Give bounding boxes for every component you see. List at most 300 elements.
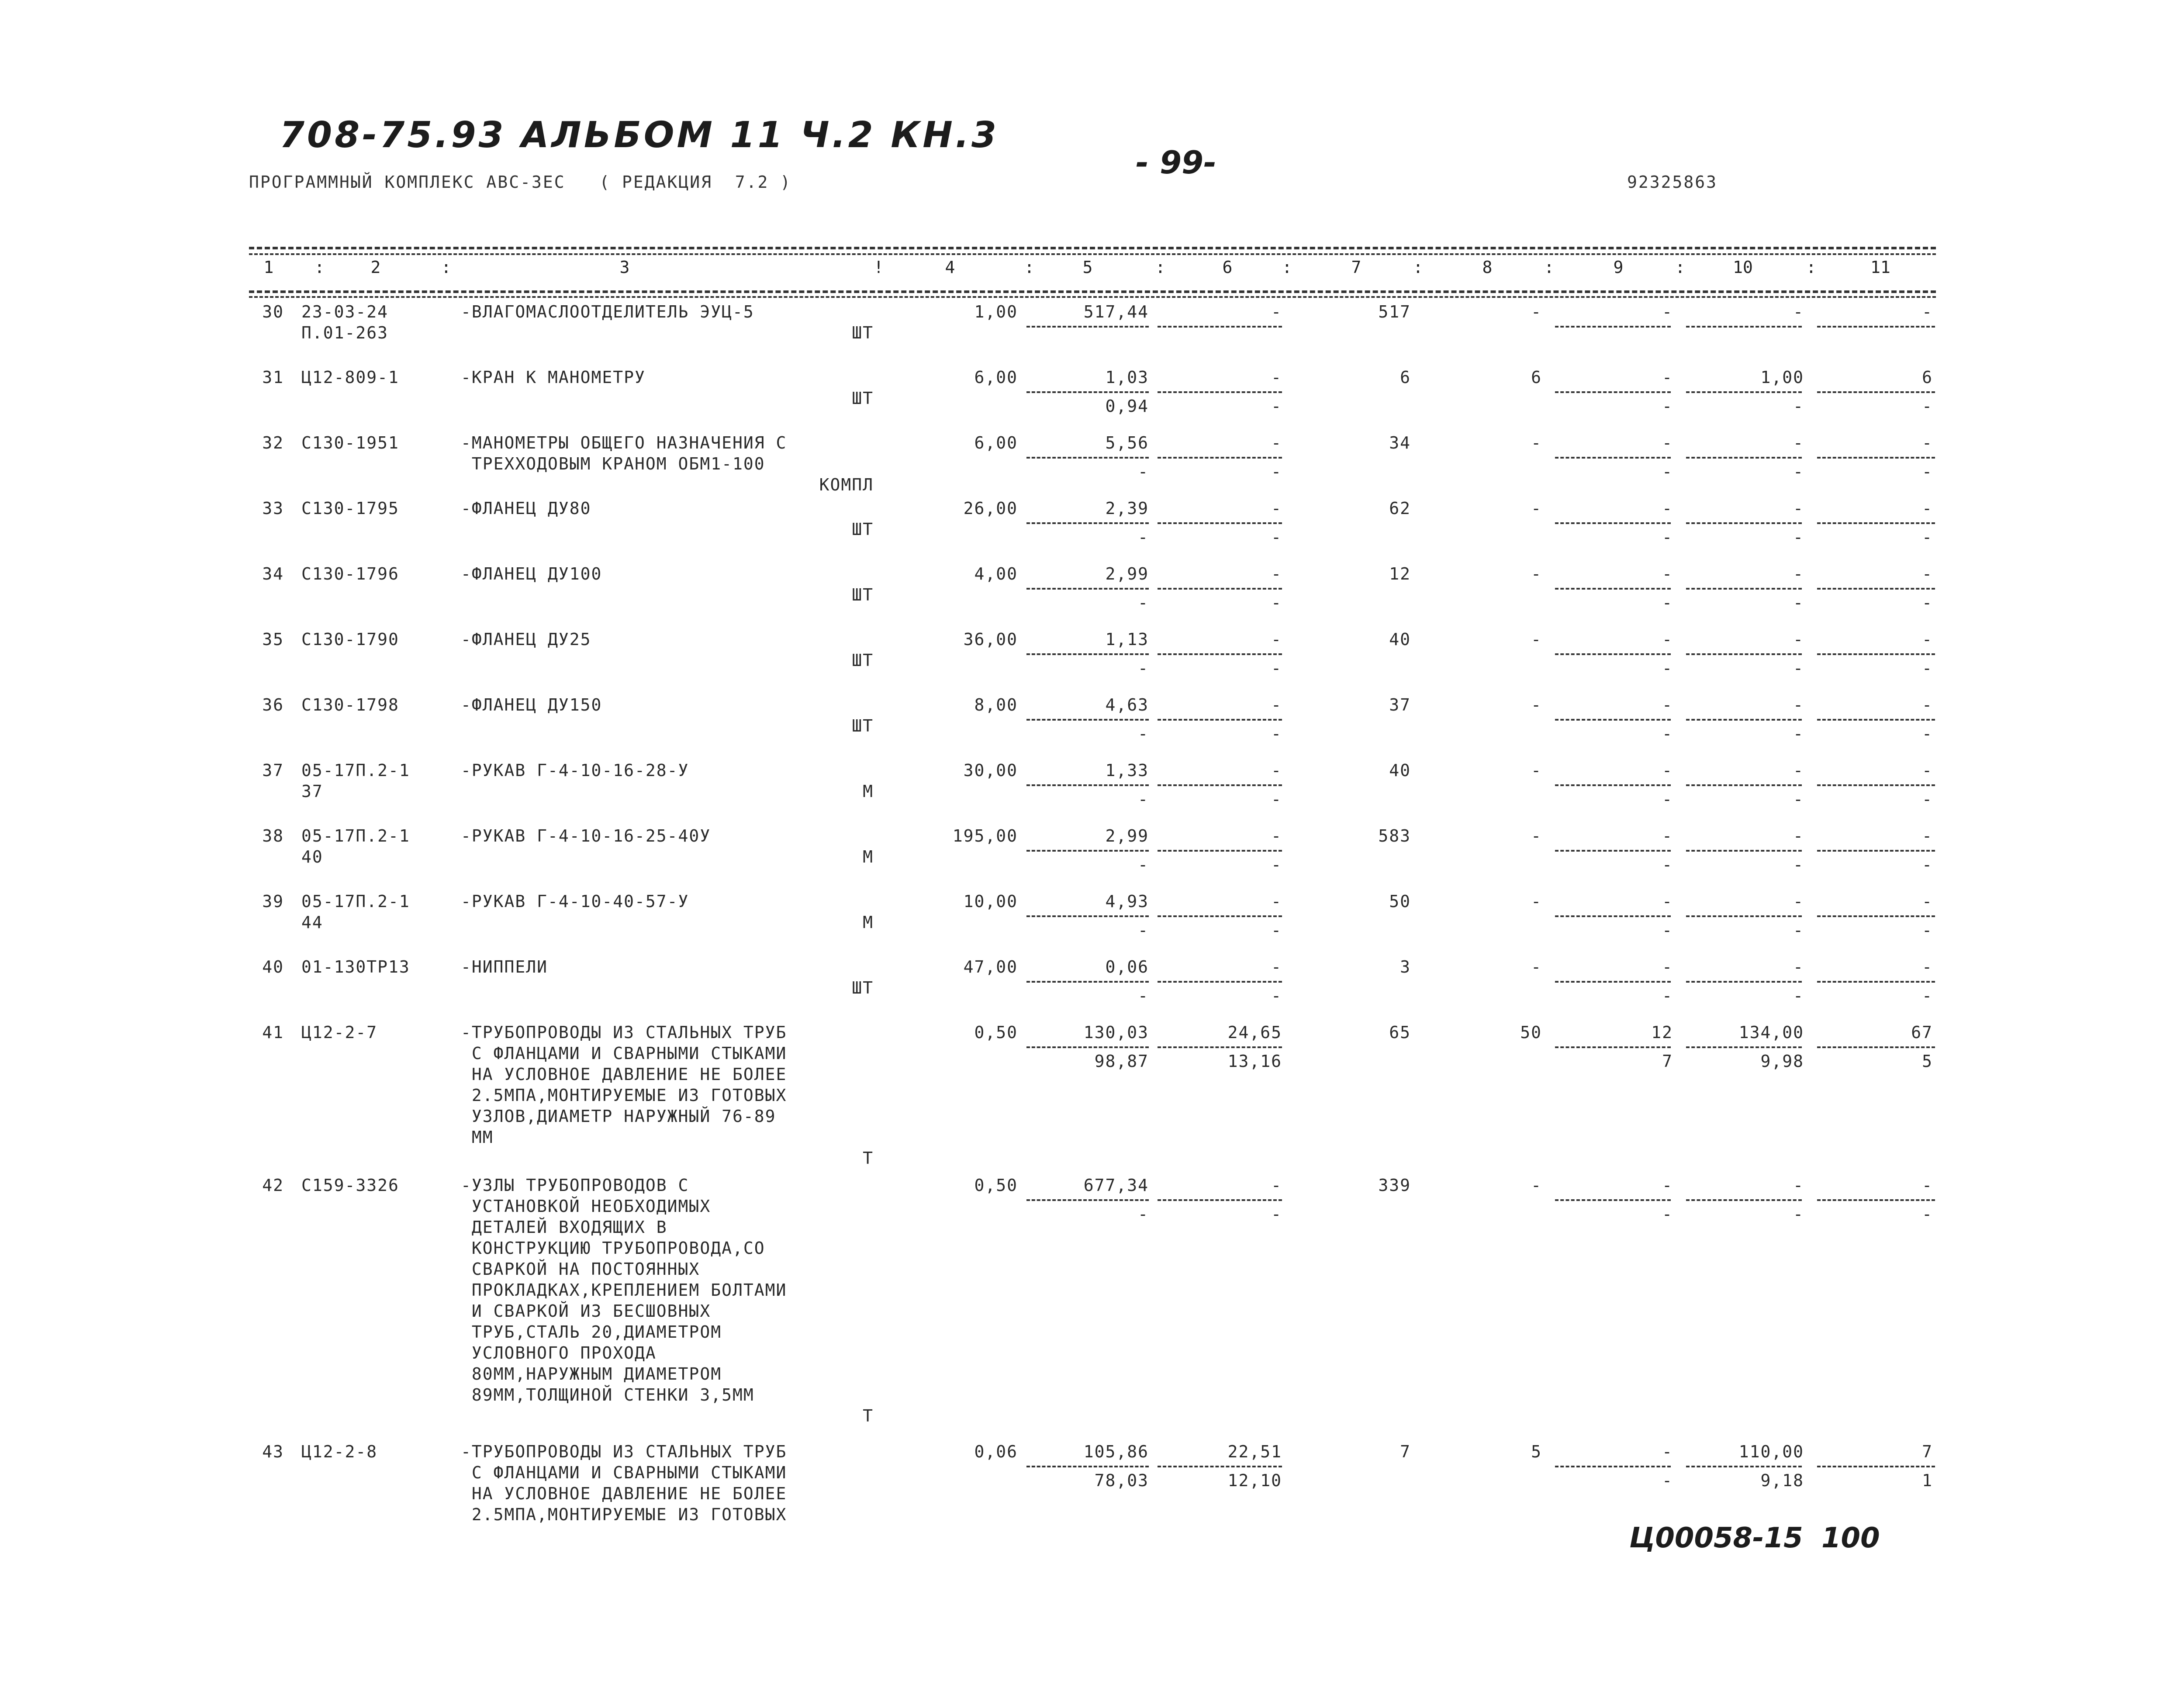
separator-dashes: [1817, 915, 1935, 917]
cell-col11-bottom: -: [1922, 724, 1933, 743]
row-number: 37: [262, 761, 284, 780]
cell-col11-bottom: -: [1922, 921, 1933, 940]
separator-dashes: [1817, 719, 1935, 721]
separator-dashes: [1555, 719, 1671, 721]
separator-dashes: [1686, 1199, 1802, 1201]
separator-dashes: [1026, 915, 1149, 917]
separator-dashes: [1686, 653, 1802, 655]
cell-col10-top: 1,00: [1760, 368, 1804, 387]
cell-col6-top: -: [1271, 630, 1282, 649]
cell-col10-top: -: [1793, 957, 1804, 977]
cell-col8: -: [1531, 499, 1542, 518]
column-header-6: 6: [1222, 258, 1233, 277]
cell-col5-bottom: -: [1138, 659, 1149, 678]
row-number: 41: [262, 1023, 284, 1042]
row-code: С130-1796: [301, 564, 399, 583]
row-number: 30: [262, 302, 284, 321]
separator-dashes: [1026, 1466, 1149, 1467]
row-code: С159-3326: [301, 1176, 399, 1195]
cell-col7: 7: [1400, 1442, 1411, 1461]
separator-dashes: [1158, 653, 1282, 655]
column-separator: :: [1413, 258, 1423, 277]
cell-col11-bottom: 1: [1922, 1471, 1933, 1490]
cell-col7: 3: [1400, 957, 1411, 977]
cell-col4: 47,00: [963, 957, 1018, 977]
separator-dashes: [1686, 719, 1802, 721]
cell-col5-top: 4,93: [1105, 892, 1149, 911]
header-rule-bottom: [249, 290, 1936, 293]
cell-col10-top: -: [1793, 761, 1804, 780]
table-row: [0, 629, 2184, 694]
separator-dashes: [1026, 719, 1149, 721]
cell-col6-bottom: -: [1271, 528, 1282, 547]
cell-col11-top: -: [1922, 302, 1933, 321]
separator-dashes: [1026, 981, 1149, 983]
separator-dashes: [1817, 326, 1935, 328]
program-line: ПРОГРАММНЫЙ КОМПЛЕКС АВС-3ЕС ( РЕДАКЦИЯ 7.2 ): [249, 173, 792, 192]
row-number: 35: [262, 630, 284, 649]
separator-dashes: [1686, 981, 1802, 983]
cell-col6-bottom: -: [1271, 397, 1282, 416]
table-row: [0, 956, 2184, 1022]
row-number: 42: [262, 1176, 284, 1195]
row-name: -ТРУБОПРОВОДЫ ИЗ СТАЛЬНЫХ ТРУБ С ФЛАНЦАМИ И СВАРНЫМИ СТЫКАМИ НА УСЛОВНОЕ ДАВЛЕНИЕ НЕ БОЛЕЕ 2.5МПА,МОНТИРУЕМЫЕ ИЗ ГОТОВЫХ УЗЛОВ,ДИАМЕТР НАРУЖНЫЙ 76-89 ММ: [461, 1023, 787, 1147]
cell-col6-top: -: [1271, 302, 1282, 321]
row-unit: ШТ: [852, 520, 874, 539]
cell-col11-top: 67: [1911, 1023, 1933, 1042]
cell-col9-top: -: [1662, 892, 1673, 911]
cell-col11-top: -: [1922, 1176, 1933, 1195]
cell-col9-bottom: -: [1662, 462, 1673, 481]
row-code: 05-17П.2-1 44: [301, 892, 410, 932]
header-rule-bottom-2: [249, 296, 1936, 298]
cell-col6-top: -: [1271, 564, 1282, 583]
cell-col8: -: [1531, 761, 1542, 780]
cell-col11-bottom: -: [1922, 462, 1933, 481]
cell-col4: 0,50: [974, 1176, 1018, 1195]
cell-col10-bottom: -: [1793, 1204, 1804, 1224]
column-header-9: 9: [1613, 258, 1624, 277]
cell-col8: -: [1531, 957, 1542, 977]
cell-col9-top: 12: [1651, 1023, 1673, 1042]
cell-col8: -: [1531, 433, 1542, 452]
cell-col5-top: 1,13: [1105, 630, 1149, 649]
cell-col10-top: -: [1793, 302, 1804, 321]
row-code: Ц12-2-8: [301, 1442, 378, 1461]
separator-dashes: [1026, 850, 1149, 852]
separator-dashes: [1555, 1199, 1671, 1201]
doc-number: 92325863: [1627, 173, 1718, 192]
page-number: - 99-: [1136, 144, 1217, 181]
separator-dashes: [1026, 457, 1149, 459]
cell-col4: 36,00: [963, 630, 1018, 649]
row-name: -ФЛАНЕЦ ДУ80: [461, 499, 591, 518]
cell-col10-bottom: -: [1793, 986, 1804, 1005]
row-number: 38: [262, 826, 284, 846]
separator-dashes: [1555, 784, 1671, 786]
separator-dashes: [1686, 1046, 1802, 1048]
separator-dashes: [1026, 588, 1149, 590]
cell-col8: 5: [1531, 1442, 1542, 1461]
row-name: -РУКАВ Г-4-10-16-28-У: [461, 761, 689, 780]
cell-col7: 40: [1389, 630, 1411, 649]
row-code: Ц12-2-7: [301, 1023, 378, 1042]
table-row: [0, 1022, 2184, 1175]
cell-col9-top: -: [1662, 499, 1673, 518]
cell-col10-top: -: [1793, 892, 1804, 911]
column-separator: :: [1155, 258, 1165, 277]
cell-col10-top: -: [1793, 499, 1804, 518]
separator-dashes: [1158, 981, 1282, 983]
cell-col9-top: -: [1662, 826, 1673, 846]
cell-col7: 40: [1389, 761, 1411, 780]
separator-dashes: [1555, 850, 1671, 852]
separator-dashes: [1817, 981, 1935, 983]
separator-dashes: [1555, 326, 1671, 328]
cell-col9-top: -: [1662, 630, 1673, 649]
cell-col4: 0,06: [974, 1442, 1018, 1461]
cell-col4: 1,00: [974, 302, 1018, 321]
row-number: 32: [262, 433, 284, 452]
separator-dashes: [1026, 326, 1149, 328]
cell-col7: 517: [1378, 302, 1411, 321]
separator-dashes: [1817, 784, 1935, 786]
cell-col9-bottom: -: [1662, 790, 1673, 809]
cell-col9-bottom: 7: [1662, 1052, 1673, 1071]
cell-col6-top: -: [1271, 761, 1282, 780]
row-number: 31: [262, 368, 284, 387]
column-separator: :: [441, 258, 451, 277]
separator-dashes: [1158, 719, 1282, 721]
cell-col5-bottom: -: [1138, 855, 1149, 874]
cell-col6-top: -: [1271, 368, 1282, 387]
cell-col5-top: 0,06: [1105, 957, 1149, 977]
separator-dashes: [1026, 1199, 1149, 1201]
separator-dashes: [1158, 1199, 1282, 1201]
row-number: 36: [262, 695, 284, 714]
separator-dashes: [1026, 784, 1149, 786]
separator-dashes: [1686, 1466, 1802, 1467]
cell-col6-top: -: [1271, 957, 1282, 977]
cell-col11-top: 6: [1922, 368, 1933, 387]
cell-col6-top: 24,65: [1227, 1023, 1282, 1042]
cell-col9-bottom: -: [1662, 659, 1673, 678]
cell-col11-bottom: 5: [1922, 1052, 1933, 1071]
cell-col4: 8,00: [974, 695, 1018, 714]
cell-col9-top: -: [1662, 433, 1673, 452]
row-name: -ФЛАНЕЦ ДУ100: [461, 564, 602, 583]
cell-col11-top: 7: [1922, 1442, 1933, 1461]
cell-col8: -: [1531, 695, 1542, 714]
cell-col5-top: 4,63: [1105, 695, 1149, 714]
cell-col7: 12: [1389, 564, 1411, 583]
row-unit: М: [863, 913, 874, 932]
table-row: [0, 760, 2184, 825]
separator-dashes: [1026, 1046, 1149, 1048]
row-code: 05-17П.2-1 37: [301, 761, 410, 801]
row-number: 40: [262, 957, 284, 977]
separator-dashes: [1817, 522, 1935, 524]
row-name: -ТРУБОПРОВОДЫ ИЗ СТАЛЬНЫХ ТРУБ С ФЛАНЦАМИ И СВАРНЫМИ СТЫКАМИ НА УСЛОВНОЕ ДАВЛЕНИЕ НЕ БОЛЕЕ 2.5МПА,МОНТИРУЕМЫЕ ИЗ ГОТОВЫХ: [461, 1442, 787, 1524]
cell-col7: 50: [1389, 892, 1411, 911]
cell-col7: 37: [1389, 695, 1411, 714]
separator-dashes: [1158, 1466, 1282, 1467]
cell-col8: -: [1531, 564, 1542, 583]
row-unit: Т: [863, 1406, 874, 1425]
column-header-11: 11: [1870, 258, 1890, 277]
separator-dashes: [1817, 850, 1935, 852]
cell-col11-bottom: -: [1922, 659, 1933, 678]
cell-col8: -: [1531, 630, 1542, 649]
separator-dashes: [1555, 1466, 1671, 1467]
cell-col10-bottom: -: [1793, 724, 1804, 743]
cell-col7: 34: [1389, 433, 1411, 452]
cell-col11-top: -: [1922, 630, 1933, 649]
cell-col5-top: 1,33: [1105, 761, 1149, 780]
separator-dashes: [1817, 653, 1935, 655]
cell-col9-bottom: -: [1662, 1204, 1673, 1224]
cell-col9-top: -: [1662, 695, 1673, 714]
cell-col11-bottom: -: [1922, 1204, 1933, 1224]
row-name: -КРАН К МАНОМЕТРУ: [461, 368, 646, 387]
row-name: -ВЛАГОМАСЛООТДЕЛИТЕЛЬ ЭУЦ-5: [461, 302, 754, 321]
cell-col5-bottom: -: [1138, 1204, 1149, 1224]
cell-col10-bottom: 9,18: [1760, 1471, 1804, 1490]
separator-dashes: [1555, 588, 1671, 590]
cell-col4: 4,00: [974, 564, 1018, 583]
cell-col10-top: 134,00: [1738, 1023, 1804, 1042]
footer-page: 100: [1821, 1522, 1880, 1554]
cell-col6-bottom: 13,16: [1227, 1052, 1282, 1071]
cell-col5-bottom: -: [1138, 790, 1149, 809]
cell-col11-bottom: -: [1922, 528, 1933, 547]
cell-col11-top: -: [1922, 564, 1933, 583]
separator-dashes: [1686, 915, 1802, 917]
row-name: -МАНОМЕТРЫ ОБЩЕГО НАЗНАЧЕНИЯ С ТРЕХХОДОВЫМ КРАНОМ ОБМ1-100: [461, 433, 787, 473]
column-separator: :: [1806, 258, 1816, 277]
separator-dashes: [1686, 784, 1802, 786]
separator-dashes: [1555, 391, 1671, 393]
cell-col6-top: -: [1271, 1176, 1282, 1195]
cell-col6-bottom: -: [1271, 790, 1282, 809]
row-code: С130-1790: [301, 630, 399, 649]
cell-col10-bottom: -: [1793, 659, 1804, 678]
separator-dashes: [1026, 653, 1149, 655]
row-unit: М: [863, 847, 874, 866]
cell-col7: 339: [1378, 1176, 1411, 1195]
row-name: -УЗЛЫ ТРУБОПРОВОДОВ С УСТАНОВКОЙ НЕОБХОДИМЫХ ДЕТАЛЕЙ ВХОДЯЩИХ В КОНСТРУКЦИЮ ТРУБОПРОВОДА,СО СВАРКОЙ НА ПОСТОЯННЫХ ПРОКЛАДКАХ,КРЕПЛЕНИЕМ БОЛТАМИ И СВАРКОЙ ИЗ БЕСШОВНЫХ ТРУБ,СТАЛЬ 20,ДИАМЕТРОМ УСЛОВНОГО ПРОХОДА 80ММ,НАРУЖНЫМ ДИАМЕТРОМ 89ММ,ТОЛЩИНОЙ СТЕНКИ 3,5ММ: [461, 1176, 787, 1405]
cell-col9-bottom: -: [1662, 986, 1673, 1005]
cell-col5-top: 677,34: [1083, 1176, 1149, 1195]
cell-col6-top: -: [1271, 826, 1282, 846]
row-unit: ШТ: [852, 389, 874, 408]
table-row: [0, 1175, 2184, 1441]
row-number: 39: [262, 892, 284, 911]
cell-col4: 0,50: [974, 1023, 1018, 1042]
cell-col6-bottom: -: [1271, 1204, 1282, 1224]
header-rule-top-2: [249, 253, 1936, 255]
cell-col9-bottom: -: [1662, 855, 1673, 874]
row-code: С130-1798: [301, 695, 399, 714]
cell-col5-bottom: -: [1138, 462, 1149, 481]
cell-col6-bottom: 12,10: [1227, 1471, 1282, 1490]
separator-dashes: [1686, 457, 1802, 459]
cell-col5-bottom: 0,94: [1105, 397, 1149, 416]
cell-col8: 50: [1520, 1023, 1542, 1042]
cell-col5-top: 2,99: [1105, 564, 1149, 583]
column-separator: :: [1544, 258, 1554, 277]
cell-col10-bottom: -: [1793, 462, 1804, 481]
cell-col8: -: [1531, 826, 1542, 846]
table-row: [0, 367, 2184, 432]
separator-dashes: [1158, 784, 1282, 786]
separator-dashes: [1686, 522, 1802, 524]
cell-col6-bottom: -: [1271, 986, 1282, 1005]
separator-dashes: [1817, 457, 1935, 459]
cell-col7: 62: [1389, 499, 1411, 518]
cell-col8: 6: [1531, 368, 1542, 387]
cell-col5-bottom: -: [1138, 986, 1149, 1005]
cell-col7: 65: [1389, 1023, 1411, 1042]
separator-dashes: [1555, 653, 1671, 655]
cell-col5-bottom: 98,87: [1094, 1052, 1149, 1071]
cell-col11-bottom: -: [1922, 397, 1933, 416]
column-header-row: [249, 258, 1936, 280]
column-separator: :: [1282, 258, 1292, 277]
separator-dashes: [1158, 915, 1282, 917]
row-name: -НИППЕЛИ: [461, 957, 548, 977]
row-number: 43: [262, 1442, 284, 1461]
cell-col6-bottom: -: [1271, 921, 1282, 940]
cell-col10-top: -: [1793, 826, 1804, 846]
cell-col5-top: 5,56: [1105, 433, 1149, 452]
cell-col4: 6,00: [974, 368, 1018, 387]
cell-col5-bottom: -: [1138, 724, 1149, 743]
row-unit: ШТ: [852, 978, 874, 997]
cell-col5-top: 130,03: [1083, 1023, 1149, 1042]
separator-dashes: [1158, 850, 1282, 852]
cell-col9-top: -: [1662, 368, 1673, 387]
cell-col6-top: -: [1271, 499, 1282, 518]
cell-col5-bottom: -: [1138, 528, 1149, 547]
cell-col9-bottom: -: [1662, 724, 1673, 743]
table-row: [0, 498, 2184, 563]
row-number: 34: [262, 564, 284, 583]
cell-col6-top: -: [1271, 892, 1282, 911]
cell-col4: 26,00: [963, 499, 1018, 518]
separator-dashes: [1158, 1046, 1282, 1048]
cell-col10-bottom: -: [1793, 855, 1804, 874]
cell-col11-top: -: [1922, 433, 1933, 452]
table-row: [0, 694, 2184, 760]
cell-col6-bottom: -: [1271, 855, 1282, 874]
table-row: [0, 825, 2184, 891]
cell-col4: 10,00: [963, 892, 1018, 911]
cell-col9-bottom: -: [1662, 397, 1673, 416]
cell-col10-top: 110,00: [1738, 1442, 1804, 1461]
separator-dashes: [1158, 457, 1282, 459]
cell-col10-bottom: -: [1793, 397, 1804, 416]
cell-col9-top: -: [1662, 1176, 1673, 1195]
cell-col7: 583: [1378, 826, 1411, 846]
cell-col9-bottom: -: [1662, 921, 1673, 940]
cell-col11-top: -: [1922, 892, 1933, 911]
cell-col4: 195,00: [952, 826, 1018, 846]
table-row: [0, 432, 2184, 498]
cell-col10-top: -: [1793, 695, 1804, 714]
cell-col11-top: -: [1922, 761, 1933, 780]
cell-col10-top: -: [1793, 564, 1804, 583]
cell-col7: 6: [1400, 368, 1411, 387]
column-header-3: 3: [619, 258, 630, 277]
row-code: С130-1795: [301, 499, 399, 518]
cell-col11-bottom: -: [1922, 593, 1933, 612]
cell-col4: 6,00: [974, 433, 1018, 452]
cell-col10-bottom: 9,98: [1760, 1052, 1804, 1071]
separator-dashes: [1158, 391, 1282, 393]
row-name: -ФЛАНЕЦ ДУ25: [461, 630, 591, 649]
cell-col6-top: -: [1271, 695, 1282, 714]
cell-col11-top: -: [1922, 957, 1933, 977]
cell-col6-bottom: -: [1271, 659, 1282, 678]
album-title: 708-75.93 АЛЬБОМ 11 Ч.2 КН.3: [280, 114, 999, 156]
cell-col11-top: -: [1922, 499, 1933, 518]
table-row: [0, 891, 2184, 956]
table-body: [0, 301, 2184, 1546]
cell-col5-top: 2,39: [1105, 499, 1149, 518]
separator-dashes: [1158, 326, 1282, 328]
cell-col5-bottom: -: [1138, 921, 1149, 940]
cell-col11-bottom: -: [1922, 790, 1933, 809]
row-name: -РУКАВ Г-4-10-16-25-40У: [461, 826, 711, 846]
footer-code: Ц00058-15: [1629, 1522, 1803, 1554]
cell-col5-bottom: -: [1138, 593, 1149, 612]
cell-col10-bottom: -: [1793, 528, 1804, 547]
header-rule-top: [249, 247, 1936, 249]
column-header-7: 7: [1351, 258, 1362, 277]
row-number: 33: [262, 499, 284, 518]
column-separator: :: [1024, 258, 1034, 277]
row-unit: М: [863, 782, 874, 801]
cell-col9-top: -: [1662, 761, 1673, 780]
separator-dashes: [1817, 1199, 1935, 1201]
cell-col9-top: -: [1662, 957, 1673, 977]
cell-col11-top: -: [1922, 826, 1933, 846]
row-code: 05-17П.2-1 40: [301, 826, 410, 866]
separator-dashes: [1555, 457, 1671, 459]
row-code: Ц12-809-1: [301, 368, 399, 387]
cell-col10-top: -: [1793, 1176, 1804, 1195]
cell-col9-bottom: -: [1662, 1471, 1673, 1490]
cell-col11-bottom: -: [1922, 986, 1933, 1005]
row-unit: Т: [863, 1149, 874, 1168]
row-name: -ФЛАНЕЦ ДУ150: [461, 695, 602, 714]
cell-col10-bottom: -: [1793, 593, 1804, 612]
cell-col9-top: -: [1662, 564, 1673, 583]
column-separator: :: [314, 258, 325, 277]
cell-col8: -: [1531, 1176, 1542, 1195]
cell-col10-top: -: [1793, 630, 1804, 649]
row-name: -РУКАВ Г-4-10-40-57-У: [461, 892, 689, 911]
cell-col6-bottom: -: [1271, 593, 1282, 612]
column-header-1: 1: [263, 258, 274, 277]
cell-col5-top: 1,03: [1105, 368, 1149, 387]
separator-dashes: [1686, 326, 1802, 328]
cell-col6-top: -: [1271, 433, 1282, 452]
separator-dashes: [1686, 588, 1802, 590]
row-unit: ШТ: [852, 716, 874, 735]
table-row: [0, 563, 2184, 629]
